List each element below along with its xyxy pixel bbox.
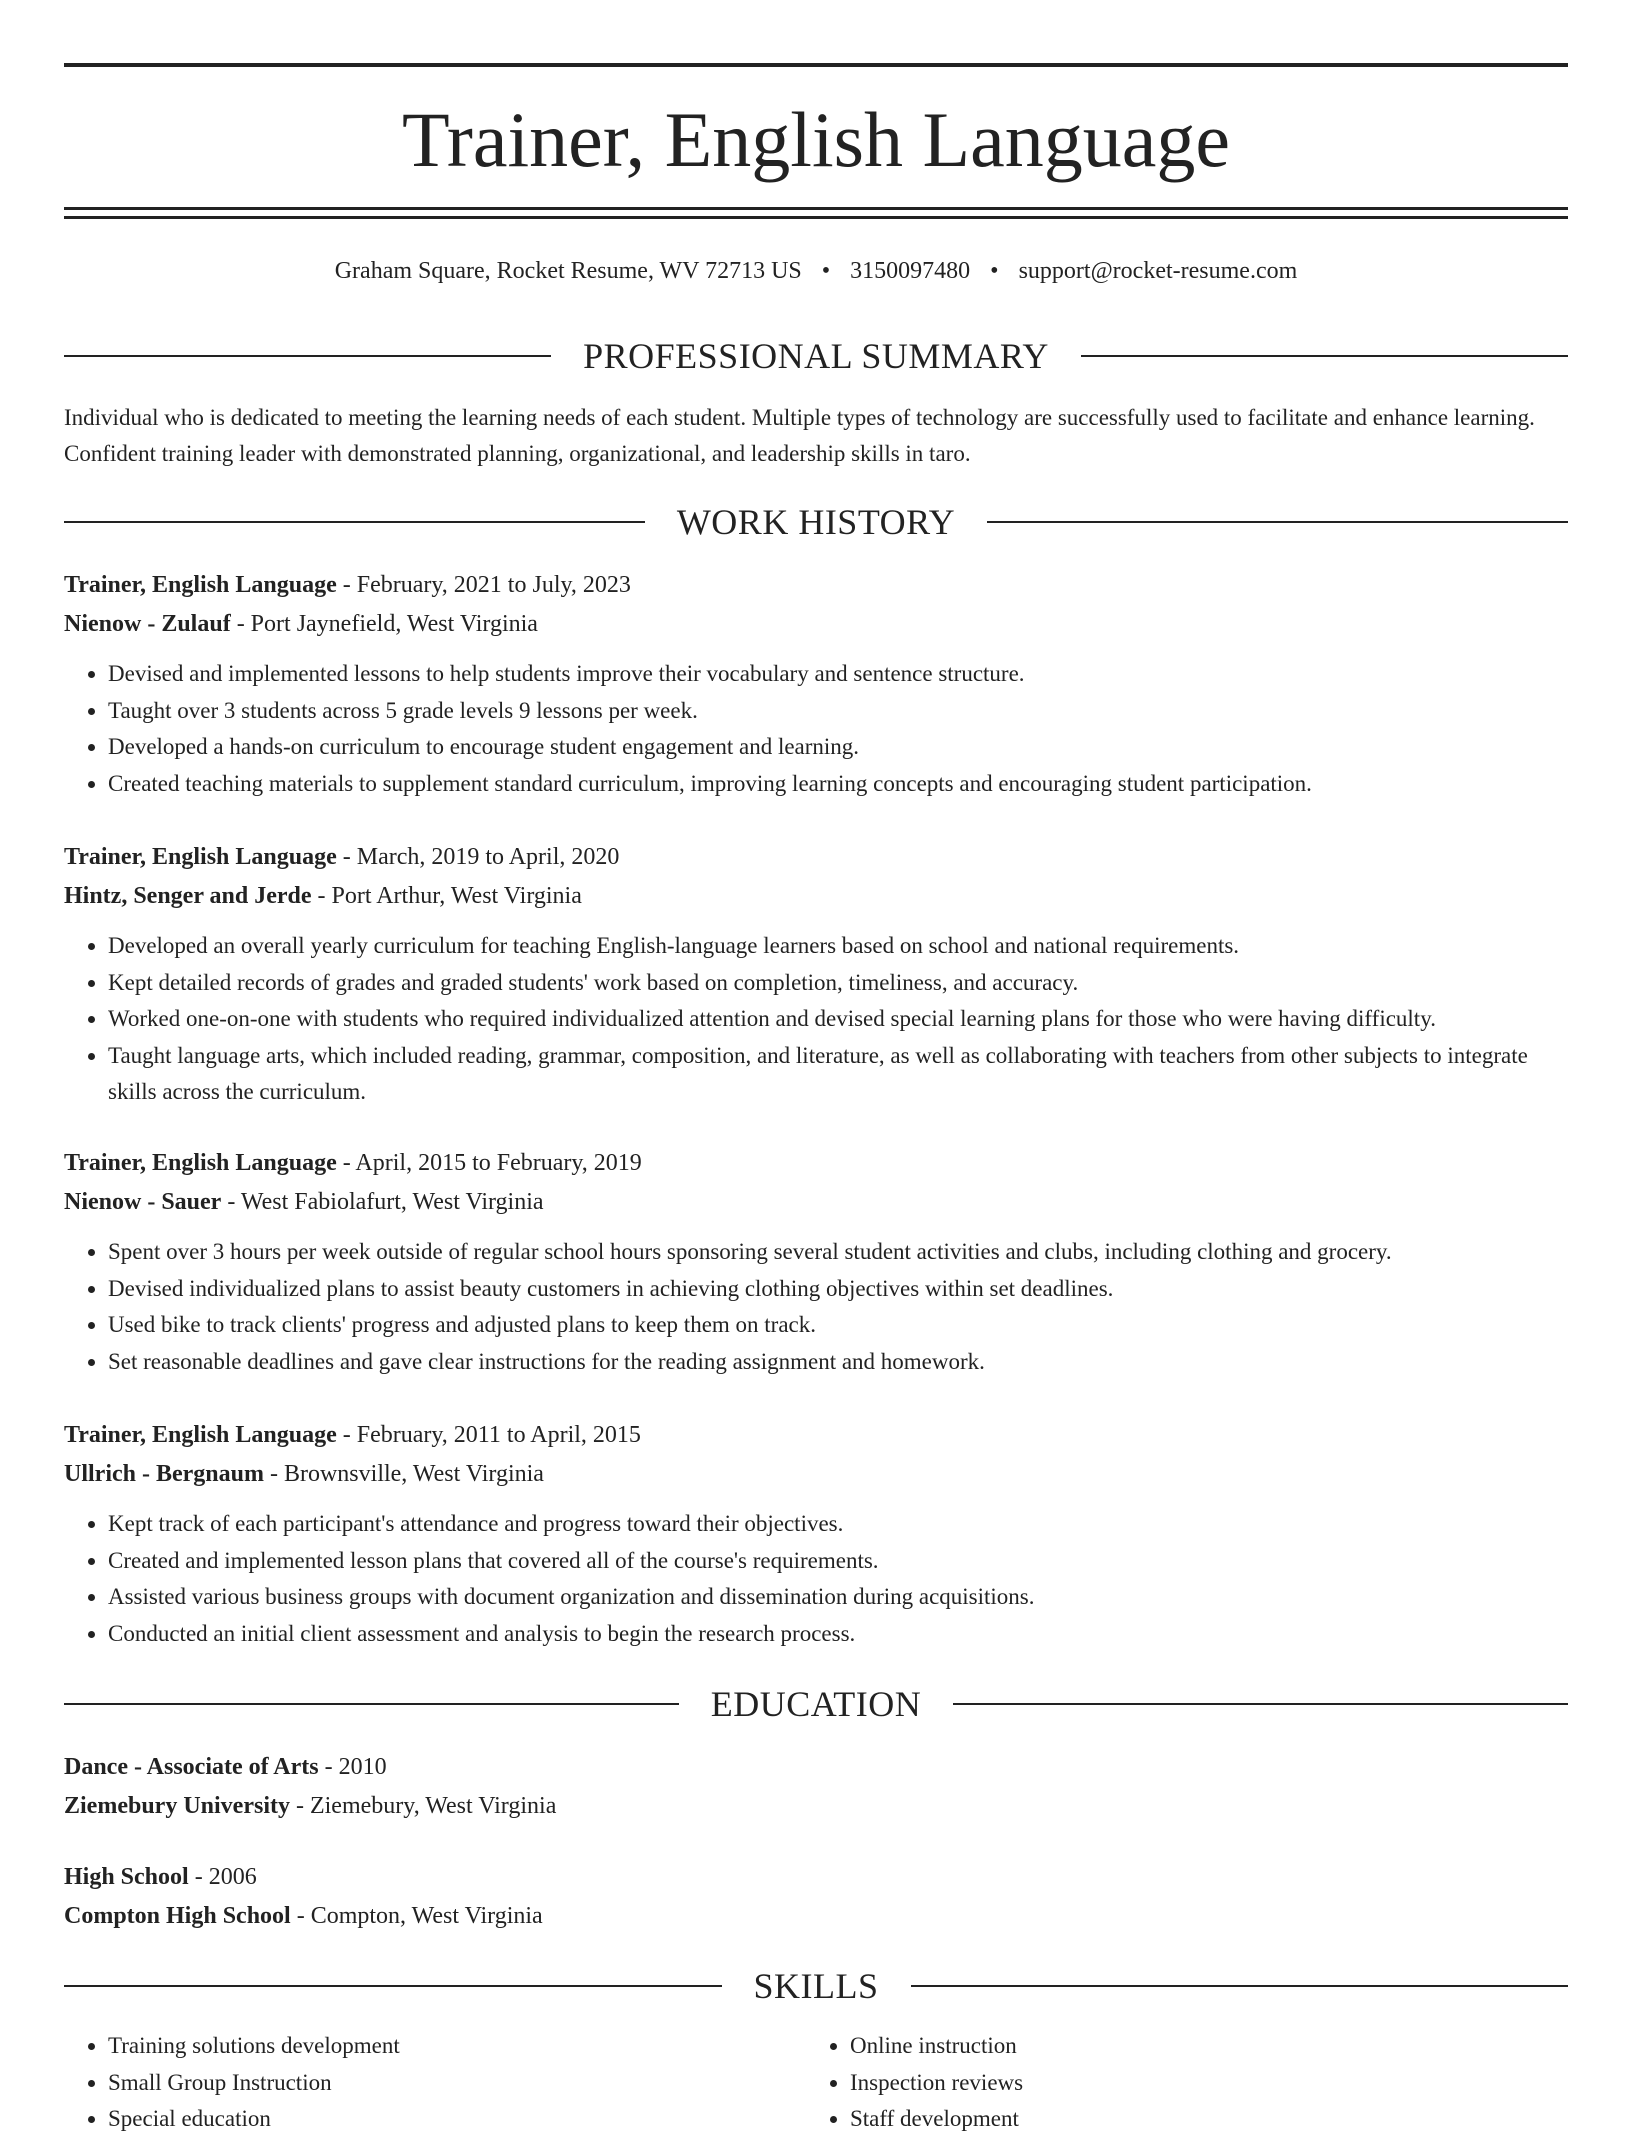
job-title: Trainer, English Language xyxy=(64,1150,337,1176)
section-heading-skills xyxy=(64,1966,1568,2006)
job-title: Trainer, English Language xyxy=(64,1422,337,1448)
skills-column-left xyxy=(64,2028,806,2138)
contact-phone: 3150097480 xyxy=(850,258,971,284)
employer-line xyxy=(64,1183,1568,1222)
resume-title: Trainer, English Language xyxy=(402,96,1230,183)
job-duty: • Created teaching materials to supplement standard curriculum, improving learning concepts and encouraging student participation. xyxy=(108,766,1568,803)
work-entry xyxy=(64,566,1568,802)
employer-line xyxy=(64,605,1568,644)
job-duty: • Developed a hands-on curriculum to encourage student engagement and learning. xyxy=(108,729,1568,766)
job-duties xyxy=(64,656,1568,802)
employer: Ullrich - Bergnaum xyxy=(64,1461,264,1487)
contact-separator: • xyxy=(821,258,831,284)
employer-line xyxy=(64,1455,1568,1494)
job-duty: • Devised individualized plans to assist beauty customers in achieving clothing objectives within set deadlines. xyxy=(108,1271,1568,1308)
heading-rule xyxy=(64,1985,722,1987)
contact-line xyxy=(64,254,1568,288)
job-location: - Port Arthur, West Virginia xyxy=(311,883,582,909)
skill-item: • Online instruction xyxy=(850,2028,1548,2065)
job-duty: • Used bike to track clients' progress and adjusted plans to keep them on track. xyxy=(108,1307,1568,1344)
job-dates: - March, 2019 to April, 2020 xyxy=(336,844,620,870)
job-duty: • Conducted an initial client assessment and analysis to begin the research process. xyxy=(108,1616,1568,1653)
job-duties xyxy=(64,1234,1568,1380)
degree-year: - 2006 xyxy=(188,1864,257,1890)
contact-email: support@rocket-resume.com xyxy=(1018,258,1298,284)
job-dates: - February, 2021 to July, 2023 xyxy=(336,572,631,598)
heading-rule xyxy=(64,355,551,357)
job-location: - Port Jaynefield, West Virginia xyxy=(230,611,538,637)
section-title: WORK HISTORY xyxy=(676,502,956,542)
section-title: PROFESSIONAL SUMMARY xyxy=(583,336,1049,376)
title-rule-lower xyxy=(64,216,1568,219)
job-duty: • Developed an overall yearly curriculum for teaching English-language learners based on school and national requirements. xyxy=(108,928,1568,965)
school-line xyxy=(64,1897,1568,1936)
skill-item: • Small Group Instruction xyxy=(108,2065,806,2102)
job-location: - Brownsville, West Virginia xyxy=(263,1461,544,1487)
job-duty: • Set reasonable deadlines and gave clear instructions for the reading assignment and homework. xyxy=(108,1344,1568,1381)
heading-rule xyxy=(1081,355,1568,357)
job-duty: • Taught language arts, which included reading, grammar, composition, and literature, as well as collaborating with teachers from other subjects to integrate skills across the curriculum. xyxy=(108,1038,1568,1111)
job-duty: • Kept detailed records of grades and graded students' work based on completion, timeliness, and accuracy. xyxy=(108,965,1568,1002)
degree: High School xyxy=(64,1864,189,1890)
skill-item: • Special education xyxy=(108,2101,806,2138)
education-entry xyxy=(64,1748,1568,1826)
skills-column-right xyxy=(806,2028,1548,2138)
job-dates: - February, 2011 to April, 2015 xyxy=(336,1422,641,1448)
job-duties xyxy=(64,1506,1568,1652)
degree-line xyxy=(64,1748,1568,1787)
work-entry xyxy=(64,1416,1568,1652)
section-title: SKILLS xyxy=(753,1966,879,2006)
employer: Nienow - Zulauf xyxy=(64,611,231,637)
summary-text: Individual who is dedicated to meeting the learning needs of each student. Multiple types of technology are successfully used to facilitate and enhance learning. Confident training leader with demonstrated planning, organizational, and leadership skills in taro. xyxy=(64,405,1535,466)
employer: Hintz, Senger and Jerde xyxy=(64,883,312,909)
education-entry xyxy=(64,1858,1568,1936)
job-dates: - April, 2015 to February, 2019 xyxy=(336,1150,642,1176)
job-title-line xyxy=(64,566,1568,605)
contact-separator: • xyxy=(990,258,999,284)
heading-rule xyxy=(987,521,1568,523)
job-duty: • Created and implemented lesson plans that covered all of the course's requirements. xyxy=(108,1543,1568,1580)
heading-rule xyxy=(953,1703,1568,1705)
degree-line xyxy=(64,1858,1568,1897)
heading-rule xyxy=(64,1703,679,1705)
heading-rule xyxy=(64,521,645,523)
contact-address: Graham Square, Rocket Resume, WV 72713 US xyxy=(334,258,802,284)
job-duty: • Spent over 3 hours per week outside of regular school hours sponsoring several student activities and clubs, including clothing and grocery. xyxy=(108,1234,1568,1271)
school: Compton High School xyxy=(64,1903,291,1929)
degree-year: - 2010 xyxy=(318,1754,387,1780)
work-entry xyxy=(64,838,1568,1111)
heading-rule xyxy=(911,1985,1569,1987)
skill-item: • Inspection reviews xyxy=(850,2065,1548,2102)
job-title-line xyxy=(64,838,1568,877)
job-title: Trainer, English Language xyxy=(64,844,337,870)
job-duty: • Devised and implemented lessons to help students improve their vocabulary and sentence structure. xyxy=(108,656,1568,693)
section-heading-summary xyxy=(64,336,1568,376)
section-heading-education xyxy=(64,1684,1568,1724)
job-duty: • Kept track of each participant's attendance and progress toward their objectives. xyxy=(108,1506,1568,1543)
title-rule-upper xyxy=(64,207,1568,210)
employer-line xyxy=(64,877,1568,916)
top-rule xyxy=(64,63,1568,67)
skills-list xyxy=(64,2028,1568,2138)
school: Ziemebury University xyxy=(64,1793,290,1819)
job-title-line xyxy=(64,1416,1568,1455)
skill-item: • Training solutions development xyxy=(108,2028,806,2065)
school-line xyxy=(64,1787,1568,1826)
job-duty: • Assisted various business groups with document organization and dissemination during acquisitions. xyxy=(108,1579,1568,1616)
job-duty: • Taught over 3 students across 5 grade levels 9 lessons per week. xyxy=(108,693,1568,730)
work-entry xyxy=(64,1144,1568,1380)
degree: Dance - Associate of Arts xyxy=(64,1754,319,1780)
job-location: - West Fabiolafurt, West Virginia xyxy=(221,1189,544,1215)
skill-item: • Staff development xyxy=(850,2101,1548,2138)
school-location: - Ziemebury, West Virginia xyxy=(289,1793,557,1819)
school-location: - Compton, West Virginia xyxy=(290,1903,543,1929)
job-duties xyxy=(64,928,1568,1111)
job-title: Trainer, English Language xyxy=(64,572,337,598)
job-duty: • Worked one-on-one with students who required individualized attention and devised special learning plans for those who were having difficulty. xyxy=(108,1001,1568,1038)
section-title: EDUCATION xyxy=(710,1684,922,1724)
section-heading-work xyxy=(64,502,1568,542)
employer: Nienow - Sauer xyxy=(64,1189,222,1215)
job-title-line xyxy=(64,1144,1568,1183)
